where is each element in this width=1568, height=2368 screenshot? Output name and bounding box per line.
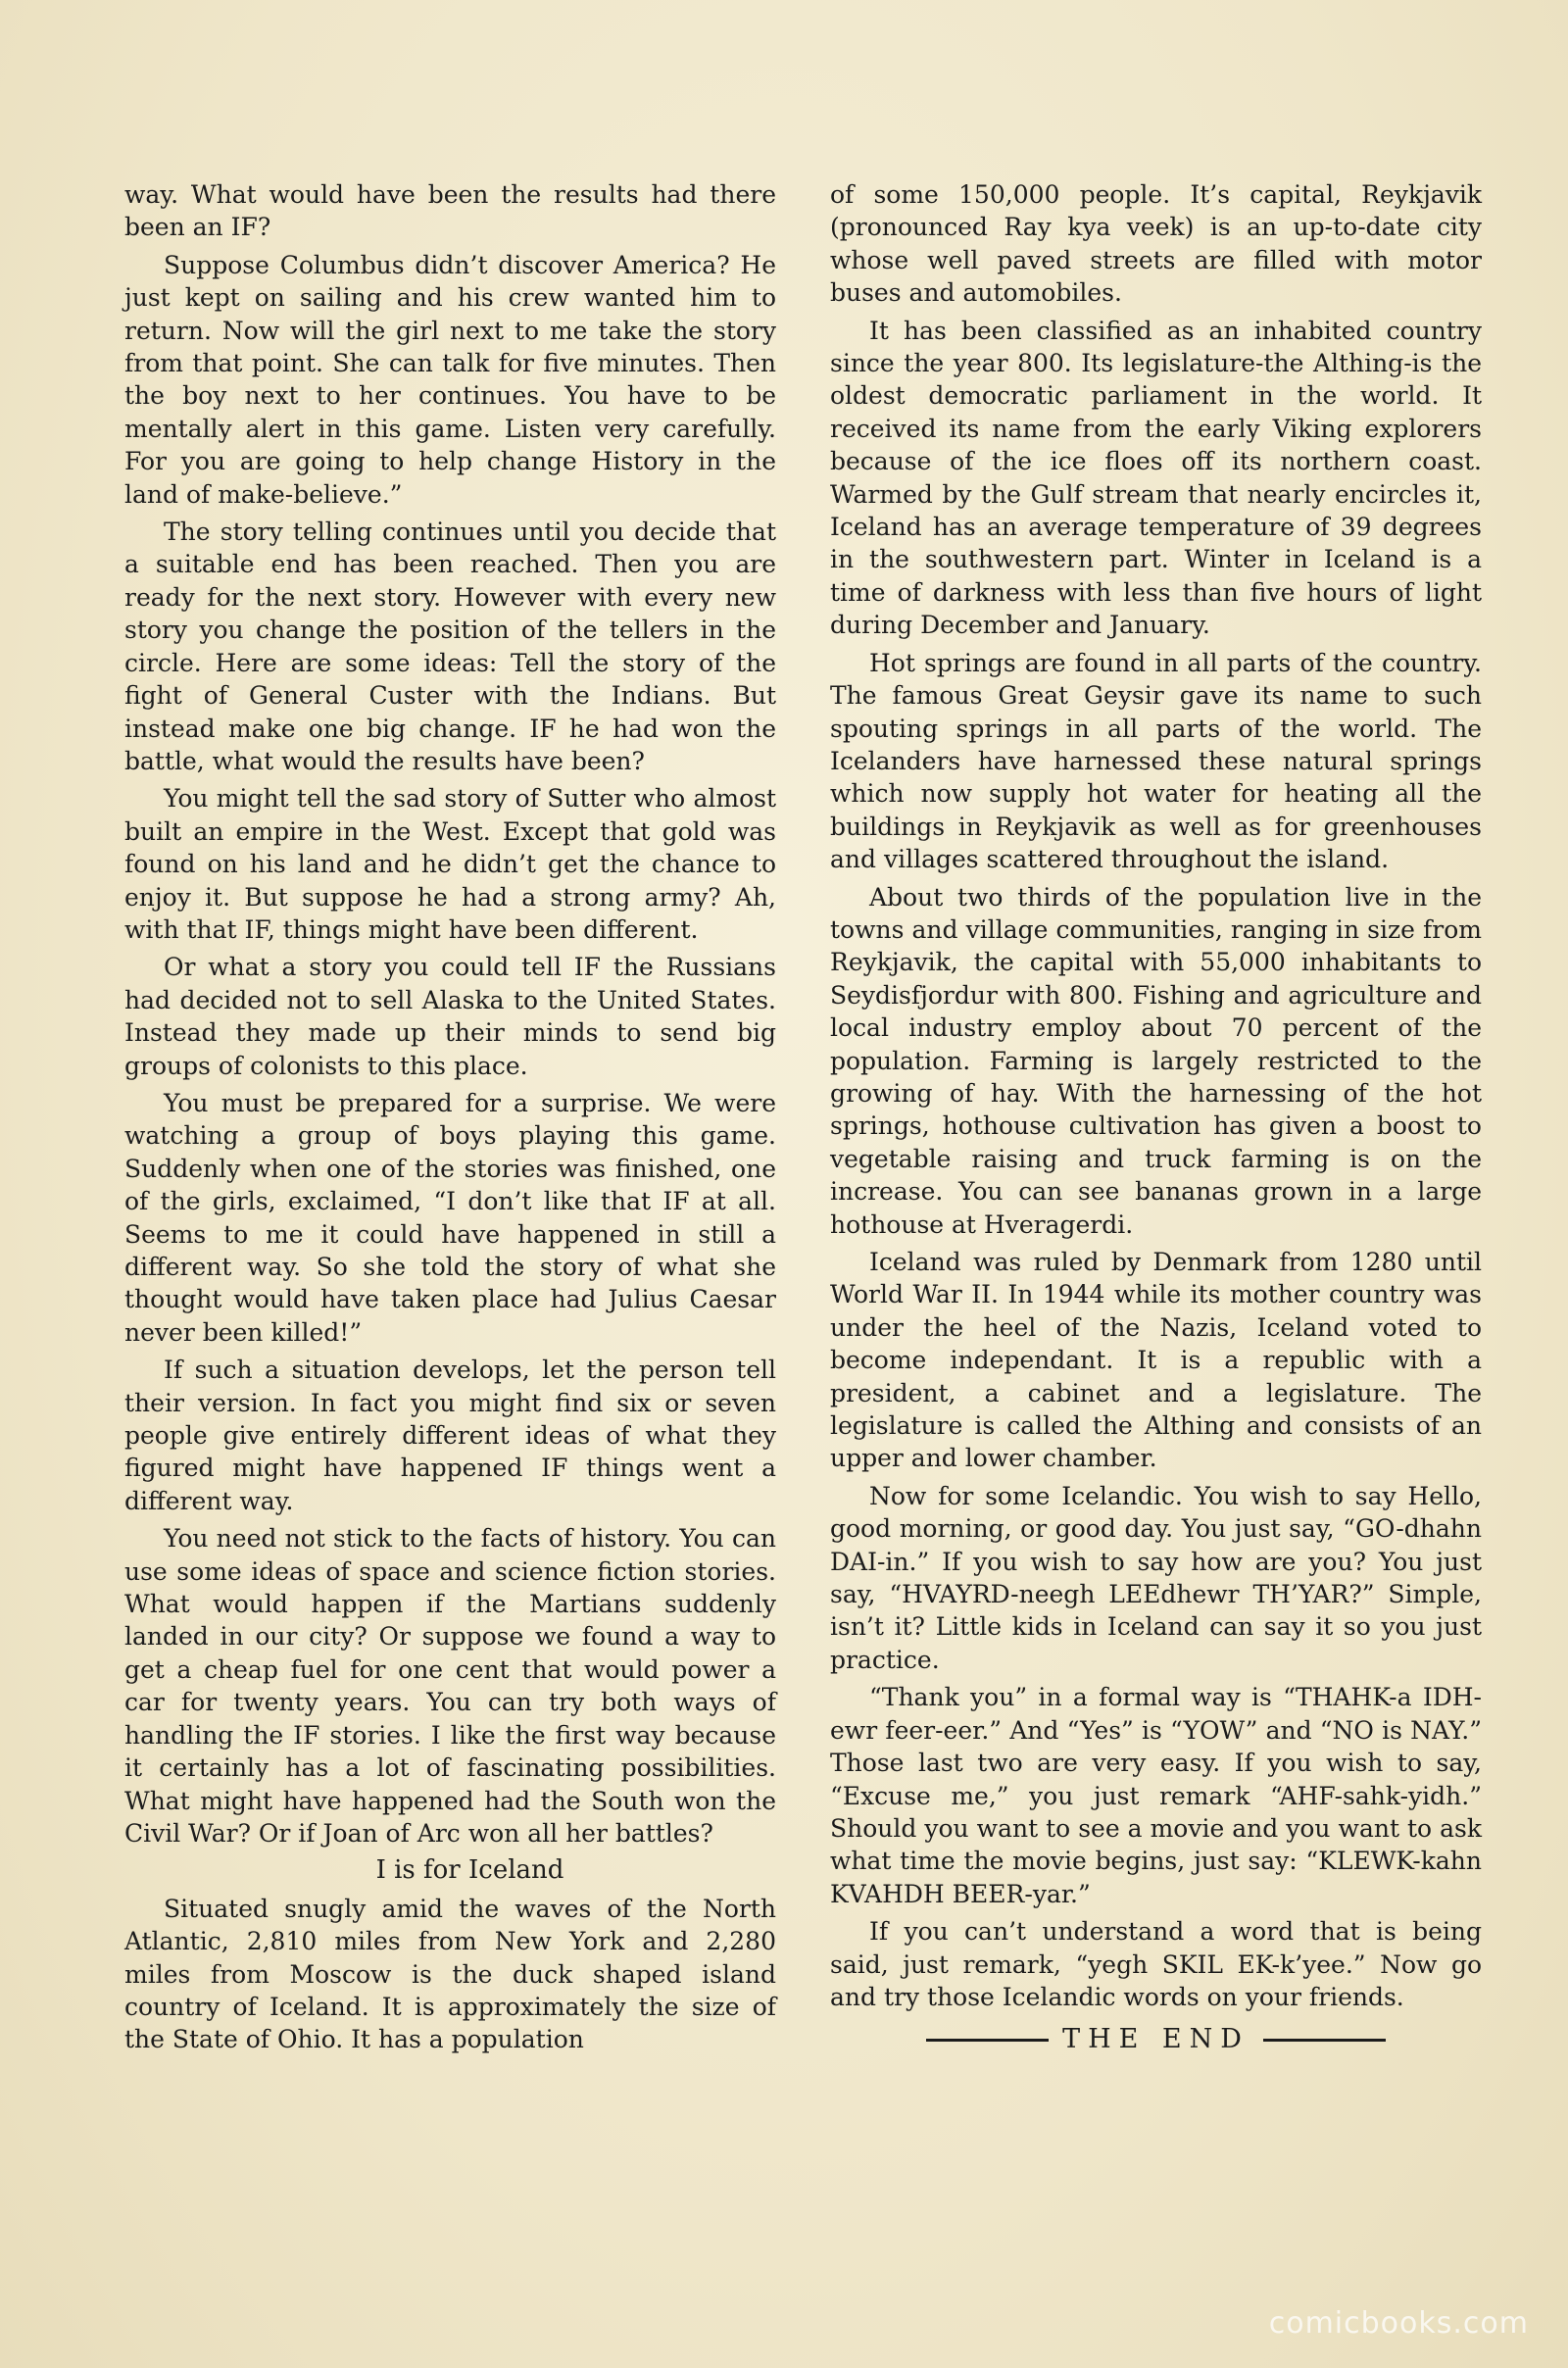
paragraph: Suppose Columbus didn’t discover America? He just kept on sailing and his crew wanted him to return. Now will the girl next to me take the story from that point. She can talk for five minutes. Then the boy next to her continues. You have to be mentally alert in this game. Listen very carefully. For you are going to help change History in the land of make-believe.” [124, 250, 776, 509]
paragraph: Or what a story you could tell IF the Russians had decided not to sell Alaska to the United States. Instead they made up their minds to send big groups of colonists to this place. [124, 953, 776, 1080]
paragraph: If you can’t understand a word that is being said, just remark, “yegh SKIL EK-k’yee.” Now go and try those Icelandic words on your friends. [830, 1917, 1482, 2011]
paragraph: of some 150,000 people. It’s capital, Reykjavik (pronounced Ray kya veek) is an up-to-date city whose well paved streets are filled with motor buses and automobiles. [830, 180, 1482, 308]
closing-text: THE END [1062, 2024, 1250, 2055]
paragraph: “Thank you” in a formal way is “THAHK-a IDH-ewr feer-eer.” And “Yes” is “YOW” and “NO is NAY.” Those last two are very easy. If you wish to say, “Excuse me,” you just remark “AHF-sahk-yidh.” Should you want to see a movie and you want to ask what time the movie begins, just say: “KLEWK-kahn KVAHDH BEER-yar.” [830, 1683, 1482, 1908]
paragraph: You might tell the sad story of Sutter who almost built an empire in the West. Except that gold was found on his land and he didn’t get the chance to enjoy it. But suppose he had a strong army? Ah, with that IF, things might have been different. [124, 784, 776, 944]
paragraph: You need not stick to the facts of history. You can use some ideas of space and science fiction stories. What would happen if the Martians suddenly landed in our city? Or suppose we found a way to get a cheap fuel for one cent that would power a car for twenty years. You can try both ways of handling the IF stories. I like the first way because it certainly has a lot of fascinating possibilities. What might have happened had the South won the Civil War? Or if Joan of Arc won all her battles? [124, 1524, 776, 1848]
divider [1263, 2039, 1386, 2042]
paragraph: The story telling continues until you decide that a suitable end has been reached. Then you are ready for the next story. However with every new story you change the position of the tellers in the circle. Here are some ideas: Tell the story of the fight of General Custer with the Indians. But instead make one big change. IF he had won the battle, what would the results have been? [124, 518, 776, 775]
paragraph: way. What would have been the results had there been an IF? [124, 180, 776, 242]
watermark: comicbooks.com [1268, 2306, 1529, 2341]
paragraph: Now for some Icelandic. You wish to say Hello, good morning, or good day. You just say, “GO-dhahn DAI-in.” If you wish to say how are you? You just say, “HVAYRD-neegh LEEdhewr TH’YAR?” Simple, isn’t it? Little kids in Iceland can say it so you just practice. [830, 1481, 1482, 1674]
left-column [124, 178, 776, 2061]
paragraph: If such a situation develops, let the person tell their version. In fact you might find six or seven people give entirely different ideas of what they figured might have happened IF things went a different way. [124, 1356, 776, 1515]
paragraph: Hot springs are found in all parts of the country. The famous Great Geysir gave its name to such spouting springs in all parts of the world. The Icelanders have harnessed these natural springs which now supply hot water for heating all the buildings in Reykjavik as well as for greenhouses and villages scattered throughout the island. [830, 648, 1482, 874]
paragraph: Situated snugly amid the waves of the North Atlantic, 2,810 miles from New York and 2,280 miles from Moscow is the duck shaped island country of Iceland. It is approximately the size of the State of Ohio. It has a population [124, 1894, 776, 2054]
paragraph: You must be prepared for a surprise. We were watching a group of boys playing this game. Suddenly when one of the stories was finished, one of the girls, exclaimed, “I don’t like that IF at all. Seems to me it could have happened in still a different way. So she told the story of what she thought would have taken place had Julius Caesar never been killed!” [124, 1088, 776, 1347]
the-end-closing [830, 2023, 1482, 2055]
paragraph: It has been classified as an inhabited country since the year 800. Its legislature-the Althing-is the oldest democratic parliament in the world. It received its name from the early Viking explorers because of the ice floes off its northern coast. Warmed by the Gulf stream that nearly encircles it, Iceland has an average temperature of 39 degrees in the southwestern part. Winter in Iceland is a time of darkness with less than five hours of light during December and January. [830, 316, 1482, 640]
paragraph: Iceland was ruled by Denmark from 1280 until World War II. In 1944 while its mother country was under the heel of the Nazis, Iceland voted to become independant. It is a republic with a president, a cabinet and a legislature. The legislature is called the Althing and consists of an upper and lower chamber. [830, 1248, 1482, 1473]
paragraph: About two thirds of the population live in the towns and village communities, ranging in size from Reykjavik, the capital with 55,000 inhabitants to Seydisfjordur with 800. Fishing and agriculture and local industry employ about 70 percent of the population. Farming is largely restricted to the growing of hay. With the harnessing of the hot springs, hothouse cultivation has given a boost to vegetable raising and truck farming is on the increase. You can see bananas grown in a large hothouse at Hveragerdi. [830, 882, 1482, 1239]
section-heading: I is for Iceland [375, 1855, 564, 1886]
right-column [830, 178, 1482, 2056]
divider [926, 2039, 1049, 2042]
